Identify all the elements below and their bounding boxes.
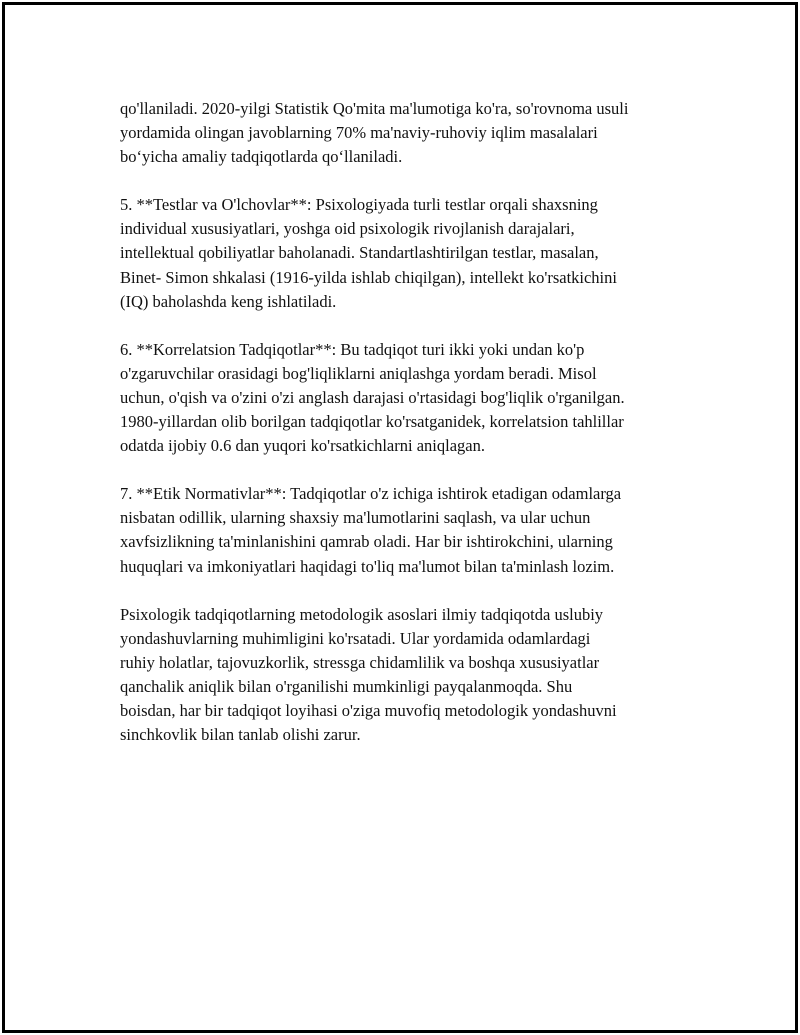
text-line: boisdan, har bir tadqiqot loyihasi o'ziga muvofiq metodologik yondashuvni xyxy=(120,700,617,720)
document-page xyxy=(2,2,798,1033)
text-line: bo‘yicha amaliy tadqiqotlarda qo‘llaniladi. xyxy=(120,147,403,167)
text-line: 7. **Etik Normativlar**: Tadqiqotlar o'z ichiga ishtirok etadigan odamlarga xyxy=(120,484,622,504)
text-line: uchun, o'qish va o'zini o'zi anglash darajasi o'rtasidagi bog'liqlik o'rganilgan. xyxy=(120,387,625,407)
text-line: 5. **Testlar va O'lchovlar**: Psixologiyada turli testlar orqali shaxsning xyxy=(120,195,598,215)
text-line: intellektual qobiliyatlar baholanadi. Standartlashtirilgan testlar, masalan, xyxy=(120,243,599,263)
paragraph-ethical-norms xyxy=(120,482,700,578)
text-line: Psixologik tadqiqotlarning metodologik asoslari ilmiy tadqiqotda uslubiy xyxy=(120,604,604,624)
text-line: odatda ijobiy 0.6 dan yuqori ko'rsatkichlarni aniqlagan. xyxy=(120,436,485,456)
text-line: individual xususiyatlari, yoshga oid psixologik rivojlanish darajalari, xyxy=(120,219,575,239)
document-body xyxy=(120,97,700,771)
text-line: sinchkovlik bilan tanlab olishi zarur. xyxy=(120,725,361,745)
text-line: huquqlari va imkoniyatlari haqidagi to'liq ma'lumot bilan ta'minlash lozim. xyxy=(120,556,615,576)
paragraph-survey-usage xyxy=(120,97,700,169)
text-line: (IQ) baholashda keng ishlatiladi. xyxy=(120,291,337,311)
text-line: ruhiy holatlar, tajovuzkorlik, stressga chidamlilik va boshqa xususiyatlar xyxy=(120,652,600,672)
text-line: o'zgaruvchilar orasidagi bog'liqliklarni aniqlashga yordam beradi. Misol xyxy=(120,363,597,383)
text-line: Binet- Simon shkalasi (1916-yilda ishlab chiqilgan), intellekt ko'rsatkichini xyxy=(120,267,617,287)
text-line: qo'llaniladi. 2020-yilgi Statistik Qo'mita ma'lumotiga ko'ra, so'rovnoma usuli xyxy=(120,99,629,118)
text-line: xavfsizlikning ta'minlanishini qamrab oladi. Har bir ishtirokchini, ularning xyxy=(120,532,613,552)
text-line: yondashuvlarning muhimligini ko'rsatadi. Ular yordamida odamlardagi xyxy=(120,628,591,648)
paragraph-correlational-research xyxy=(120,338,700,458)
text-line: nisbatan odillik, ularning shaxsiy ma'lumotlarini saqlash, va ular uchun xyxy=(120,508,591,528)
text-line: 6. **Korrelatsion Tadqiqotlar**: Bu tadqiqot turi ikki yoki undan ko'p xyxy=(120,339,585,359)
paragraph-conclusion xyxy=(120,603,700,748)
paragraph-tests-and-measures xyxy=(120,193,700,313)
text-line: 1980-yillardan olib borilgan tadqiqotlar ko'rsatganidek, korrelatsion tahlillar xyxy=(120,412,624,432)
text-line: yordamida olingan javoblarning 70% ma'naviy-ruhoviy iqlim masalalari xyxy=(120,123,598,143)
text-line: qanchalik aniqlik bilan o'rganilishi mumkinligi payqalanmoqda. Shu xyxy=(120,676,573,696)
